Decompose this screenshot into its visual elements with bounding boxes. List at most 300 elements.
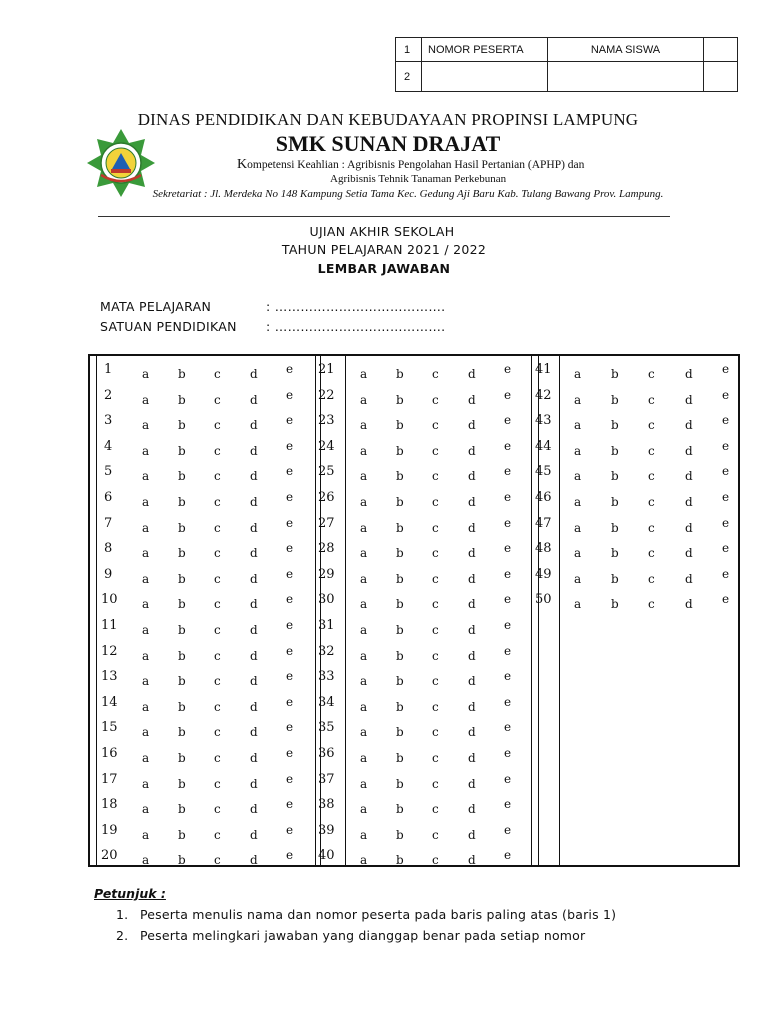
answer-option-c[interactable]: c — [432, 597, 439, 612]
question-number: 17 — [101, 771, 118, 787]
answer-option-d[interactable]: d — [685, 520, 693, 535]
answer-option-b[interactable]: b — [178, 623, 186, 637]
answer-option-b[interactable]: b — [396, 546, 404, 561]
answer-option-e[interactable]: e — [504, 566, 512, 581]
answer-option-d[interactable]: d — [250, 546, 258, 561]
answer-option-e[interactable]: e — [286, 362, 294, 376]
answer-option-b[interactable]: b — [178, 827, 186, 842]
answer-option-d[interactable]: d — [250, 776, 258, 791]
nama-siswa-field[interactable] — [548, 62, 704, 92]
answer-option-e[interactable]: e — [722, 592, 730, 607]
answer-option-c[interactable]: c — [214, 418, 221, 433]
answer-option-e[interactable]: e — [286, 566, 294, 581]
answer-option-a[interactable]: a — [142, 776, 150, 791]
answer-option-d[interactable]: d — [468, 751, 476, 765]
answer-option-e[interactable]: e — [504, 694, 512, 709]
answer-option-a[interactable]: a — [360, 418, 368, 433]
answer-option-d[interactable]: d — [468, 571, 476, 586]
answer-option-e[interactable]: e — [722, 362, 730, 376]
answer-option-a[interactable]: a — [142, 802, 150, 817]
answer-grid — [88, 354, 740, 867]
answer-option-b[interactable]: b — [178, 776, 186, 791]
instruction-item — [116, 928, 585, 943]
answer-option-b[interactable]: b — [611, 469, 619, 484]
question-number: 36 — [318, 746, 335, 761]
answer-option-a[interactable]: a — [360, 725, 368, 740]
answer-option-b[interactable]: b — [396, 520, 404, 535]
question-number: 43 — [535, 413, 552, 429]
competency-text: ompetensi Keahlian : Agribisnis Pengolahan Hasil Pertanian (APHP) dan — [247, 159, 585, 171]
answer-option-d[interactable]: d — [250, 469, 258, 484]
answer-option-c[interactable]: c — [432, 443, 439, 458]
answer-option-c[interactable]: c — [648, 495, 655, 509]
answer-option-d[interactable]: d — [685, 443, 693, 458]
answer-option-a[interactable]: a — [574, 597, 582, 612]
question-number: 16 — [101, 746, 118, 761]
instructions-title: Petunjuk : — [94, 886, 166, 901]
answer-option-b[interactable]: b — [611, 443, 619, 458]
answer-option-a[interactable]: a — [142, 367, 150, 381]
answer-option-c[interactable]: c — [648, 597, 655, 612]
answer-option-c[interactable]: c — [214, 751, 221, 765]
instruction-text: Peserta melingkari jawaban yang dianggap benar pada setiap nomor — [140, 928, 586, 943]
answer-option-a[interactable]: a — [360, 699, 368, 714]
answer-option-a[interactable]: a — [142, 443, 150, 458]
answer-option-d[interactable]: d — [250, 623, 258, 637]
answer-option-b[interactable]: b — [178, 546, 186, 561]
answer-option-c[interactable]: c — [432, 751, 439, 765]
answer-option-e[interactable]: e — [504, 362, 512, 376]
answer-option-e[interactable]: e — [286, 771, 294, 786]
answer-option-b[interactable]: b — [178, 674, 186, 689]
question-number: 8 — [104, 541, 113, 557]
answer-option-c[interactable]: c — [432, 546, 439, 561]
answer-option-a[interactable]: a — [142, 674, 150, 689]
answer-option-a[interactable]: a — [360, 495, 368, 509]
answer-option-c[interactable]: c — [214, 469, 221, 484]
answer-option-e[interactable]: e — [286, 413, 294, 428]
answer-option-a[interactable]: a — [360, 751, 368, 765]
answer-option-c[interactable]: c — [648, 571, 655, 586]
answer-option-b[interactable]: b — [396, 597, 404, 612]
answer-option-e[interactable]: e — [504, 669, 512, 684]
answer-option-e[interactable]: e — [286, 822, 294, 837]
answer-option-d[interactable]: d — [250, 751, 258, 765]
question-number: 10 — [101, 592, 118, 608]
answer-option-d[interactable]: d — [685, 367, 693, 381]
answer-option-d[interactable]: d — [468, 699, 476, 714]
answer-option-e[interactable]: e — [504, 618, 512, 632]
answer-option-d[interactable]: d — [250, 725, 258, 740]
answer-option-e[interactable]: e — [504, 771, 512, 786]
grid-divider — [531, 356, 532, 865]
answer-option-b[interactable]: b — [178, 725, 186, 740]
answer-option-a[interactable]: a — [360, 802, 368, 817]
answer-option-d[interactable]: d — [468, 367, 476, 381]
answer-option-a[interactable]: a — [142, 623, 150, 637]
answer-option-c[interactable]: c — [432, 674, 439, 689]
answer-option-c[interactable]: c — [432, 392, 439, 407]
answer-option-c[interactable]: c — [214, 367, 221, 381]
answer-option-b[interactable]: b — [396, 443, 404, 458]
answer-option-e[interactable]: e — [286, 438, 294, 453]
answer-option-e[interactable]: e — [286, 720, 294, 735]
question-number: 46 — [535, 490, 552, 505]
answer-option-b[interactable]: b — [396, 623, 404, 637]
answer-option-c[interactable]: c — [214, 571, 221, 586]
answer-option-d[interactable]: d — [250, 443, 258, 458]
grid-divider — [345, 356, 346, 865]
answer-option-d[interactable]: d — [468, 392, 476, 407]
answer-option-a[interactable]: a — [360, 648, 368, 663]
answer-option-e[interactable]: e — [286, 643, 294, 658]
answer-option-b[interactable]: b — [396, 802, 404, 817]
academic-year: TAHUN PELAJARAN 2021 / 2022 — [281, 242, 487, 257]
answer-option-a[interactable]: a — [360, 520, 368, 535]
answer-option-e[interactable]: e — [504, 387, 512, 402]
answer-option-e[interactable]: e — [504, 822, 512, 837]
answer-option-a[interactable]: a — [574, 495, 582, 509]
answer-option-c[interactable]: c — [432, 648, 439, 663]
answer-option-b[interactable]: b — [396, 367, 404, 381]
question-number: 40 — [318, 848, 335, 864]
answer-option-c[interactable]: c — [214, 776, 221, 791]
answer-option-e[interactable]: e — [504, 797, 512, 812]
answer-option-d[interactable]: d — [468, 418, 476, 433]
answer-option-c[interactable]: c — [648, 520, 655, 535]
answer-option-b[interactable]: b — [178, 495, 186, 509]
answer-option-b[interactable]: b — [178, 520, 186, 535]
question-number: 30 — [318, 592, 335, 608]
answer-option-c[interactable]: c — [214, 699, 221, 714]
answer-option-e[interactable]: e — [504, 515, 512, 530]
answer-option-c[interactable]: c — [432, 623, 439, 637]
answer-option-a[interactable]: a — [142, 571, 150, 586]
answer-option-c[interactable]: c — [214, 546, 221, 561]
answer-option-d[interactable]: d — [468, 853, 476, 868]
exam-title: UJIAN AKHIR SEKOLAH — [309, 224, 455, 239]
answer-option-e[interactable]: e — [286, 515, 294, 530]
answer-option-a[interactable]: a — [360, 546, 368, 561]
answer-option-b[interactable]: b — [611, 392, 619, 407]
answer-option-d[interactable]: d — [468, 648, 476, 663]
answer-option-e[interactable]: e — [722, 566, 730, 581]
answer-option-b[interactable]: b — [178, 597, 186, 612]
answer-option-a[interactable]: a — [142, 827, 150, 842]
answer-option-b[interactable]: b — [178, 469, 186, 484]
answer-option-d[interactable]: d — [250, 392, 258, 407]
answer-option-b[interactable]: b — [396, 392, 404, 407]
answer-option-c[interactable]: c — [432, 853, 439, 868]
answer-option-e[interactable]: e — [504, 541, 512, 556]
answer-option-b[interactable]: b — [396, 418, 404, 433]
answer-option-a[interactable]: a — [142, 546, 150, 561]
answer-option-b[interactable]: b — [396, 776, 404, 791]
answer-option-e[interactable]: e — [504, 490, 512, 504]
extra-cell — [704, 38, 738, 62]
answer-option-b[interactable]: b — [178, 853, 186, 868]
answer-option-d[interactable]: d — [468, 725, 476, 740]
school-unit-field — [100, 319, 445, 334]
secretariat-address: Sekretariat : Jl. Merdeka No 148 Kampung Setia Tama Kec. Gedung Aji Baru Kab. Tulang Bawang Prov. Lampung. — [152, 188, 664, 200]
row-number: 2 — [396, 62, 422, 92]
answer-option-c[interactable]: c — [432, 699, 439, 714]
answer-option-a[interactable]: a — [574, 571, 582, 586]
answer-option-a[interactable]: a — [142, 725, 150, 740]
answer-option-b[interactable]: b — [396, 648, 404, 663]
question-number: 35 — [318, 720, 335, 736]
answer-option-b[interactable]: b — [396, 827, 404, 842]
answer-option-a[interactable]: a — [574, 443, 582, 458]
answer-option-d[interactable]: d — [468, 546, 476, 561]
answer-option-a[interactable]: a — [360, 674, 368, 689]
row-number: 1 — [396, 38, 422, 62]
subject-field — [100, 299, 445, 314]
answer-option-c[interactable]: c — [648, 443, 655, 458]
question-number: 13 — [101, 669, 118, 685]
answer-option-d[interactable]: d — [250, 520, 258, 535]
answer-option-c[interactable]: c — [432, 469, 439, 484]
answer-option-b[interactable]: b — [396, 725, 404, 740]
answer-option-d[interactable]: d — [468, 469, 476, 484]
answer-option-e[interactable]: e — [286, 387, 294, 402]
question-number: 14 — [101, 694, 118, 710]
subject-label: MATA PELAJARAN — [100, 299, 212, 314]
answer-option-c[interactable]: c — [214, 520, 221, 535]
answer-option-d[interactable]: d — [685, 418, 693, 433]
question-number: 5 — [104, 464, 113, 480]
answer-option-b[interactable]: b — [178, 802, 186, 817]
answer-option-d[interactable]: d — [250, 597, 258, 612]
answer-option-d[interactable]: d — [468, 623, 476, 637]
answer-option-c[interactable]: c — [432, 802, 439, 817]
answer-option-a[interactable]: a — [360, 853, 368, 868]
answer-option-e[interactable]: e — [286, 490, 294, 504]
answer-option-d[interactable]: d — [250, 495, 258, 509]
answer-option-a[interactable]: a — [360, 443, 368, 458]
answer-option-c[interactable]: c — [432, 776, 439, 791]
answer-option-c[interactable]: c — [432, 495, 439, 509]
answer-option-c[interactable]: c — [214, 623, 221, 637]
answer-option-a[interactable]: a — [142, 469, 150, 484]
answer-option-b[interactable]: b — [611, 418, 619, 433]
answer-option-a[interactable]: a — [360, 597, 368, 612]
answer-option-d[interactable]: d — [468, 674, 476, 689]
question-number: 34 — [318, 694, 335, 710]
answer-option-d[interactable]: d — [468, 827, 476, 842]
answer-option-a[interactable]: a — [142, 597, 150, 612]
answer-option-c[interactable]: c — [214, 725, 221, 740]
question-number: 25 — [318, 464, 335, 480]
answer-option-d[interactable]: d — [468, 520, 476, 535]
answer-option-d[interactable]: d — [250, 571, 258, 586]
answer-option-c[interactable]: c — [648, 546, 655, 561]
answer-option-c[interactable]: c — [432, 827, 439, 842]
answer-option-e[interactable]: e — [504, 464, 512, 479]
answer-option-b[interactable]: b — [396, 674, 404, 689]
answer-option-d[interactable]: d — [685, 571, 693, 586]
question-number: 20 — [101, 848, 118, 864]
answer-option-a[interactable]: a — [142, 495, 150, 509]
answer-option-d[interactable]: d — [685, 546, 693, 561]
answer-option-a[interactable]: a — [360, 469, 368, 484]
answer-option-a[interactable]: a — [574, 469, 582, 484]
answer-option-a[interactable]: a — [142, 392, 150, 407]
answer-option-e[interactable]: e — [722, 490, 730, 504]
answer-option-b[interactable]: b — [396, 699, 404, 714]
answer-option-c[interactable]: c — [214, 802, 221, 817]
answer-option-e[interactable]: e — [286, 592, 294, 607]
answer-option-e[interactable]: e — [286, 797, 294, 812]
answer-option-e[interactable]: e — [504, 720, 512, 735]
answer-option-b[interactable]: b — [396, 495, 404, 509]
answer-option-e[interactable]: e — [722, 515, 730, 530]
answer-option-b[interactable]: b — [178, 367, 186, 381]
answer-option-a[interactable]: a — [142, 418, 150, 433]
answer-option-b[interactable]: b — [178, 418, 186, 433]
answer-option-c[interactable]: c — [648, 469, 655, 484]
answer-option-e[interactable]: e — [286, 848, 294, 863]
answer-option-b[interactable]: b — [178, 392, 186, 407]
answer-option-e[interactable]: e — [504, 592, 512, 607]
answer-option-c[interactable]: c — [214, 495, 221, 509]
answer-option-d[interactable]: d — [250, 699, 258, 714]
answer-option-e[interactable]: e — [286, 618, 294, 632]
answer-option-c[interactable]: c — [214, 853, 221, 868]
answer-option-b[interactable]: b — [396, 751, 404, 765]
answer-option-a[interactable]: a — [360, 392, 368, 407]
answer-option-b[interactable]: b — [178, 751, 186, 765]
participant-row-2 — [396, 62, 738, 92]
answer-option-d[interactable]: d — [250, 367, 258, 381]
answer-option-c[interactable]: c — [432, 725, 439, 740]
question-number: 15 — [101, 720, 118, 736]
answer-option-e[interactable]: e — [504, 746, 512, 760]
instruction-item — [116, 907, 616, 922]
answer-option-e[interactable]: e — [722, 387, 730, 402]
answer-option-e[interactable]: e — [722, 464, 730, 479]
answer-option-d[interactable]: d — [685, 597, 693, 612]
answer-option-d[interactable]: d — [468, 443, 476, 458]
school-unit-value[interactable]: : …………………………………. — [266, 319, 446, 334]
answer-option-d[interactable]: d — [468, 776, 476, 791]
answer-option-e[interactable]: e — [286, 464, 294, 479]
answer-option-d[interactable]: d — [685, 392, 693, 407]
nama-siswa-header: NAMA SISWA — [548, 38, 704, 62]
answer-option-d[interactable]: d — [250, 674, 258, 689]
answer-option-c[interactable]: c — [214, 827, 221, 842]
answer-option-a[interactable]: a — [574, 367, 582, 381]
competency-line — [237, 157, 584, 173]
answer-option-b[interactable]: b — [178, 571, 186, 586]
answer-option-e[interactable]: e — [504, 438, 512, 453]
answer-option-b[interactable]: b — [611, 546, 619, 561]
answer-option-e[interactable]: e — [504, 413, 512, 428]
question-number: 32 — [318, 643, 335, 659]
answer-option-a[interactable]: a — [142, 853, 150, 868]
answer-option-c[interactable]: c — [432, 520, 439, 535]
answer-option-b[interactable]: b — [611, 571, 619, 586]
answer-option-c[interactable]: c — [214, 443, 221, 458]
answer-option-e[interactable]: e — [286, 541, 294, 556]
subject-value[interactable]: : …………………………………. — [266, 299, 446, 314]
answer-option-a[interactable]: a — [574, 546, 582, 561]
answer-option-d[interactable]: d — [250, 802, 258, 817]
answer-option-c[interactable]: c — [214, 597, 221, 612]
answer-option-b[interactable]: b — [396, 853, 404, 868]
grid-divider — [538, 356, 539, 865]
answer-option-a[interactable]: a — [574, 418, 582, 433]
question-number: 44 — [535, 438, 552, 454]
question-number: 28 — [318, 541, 335, 557]
extra-cell — [704, 62, 738, 92]
answer-option-d[interactable]: d — [685, 469, 693, 484]
competency-line-2: Agribisnis Tehnik Tanaman Perkebunan — [330, 173, 507, 185]
answer-option-a[interactable]: a — [142, 520, 150, 535]
answer-option-e[interactable]: e — [286, 746, 294, 760]
answer-option-b[interactable]: b — [178, 699, 186, 714]
answer-option-b[interactable]: b — [611, 495, 619, 509]
answer-option-c[interactable]: c — [214, 674, 221, 689]
answer-option-c[interactable]: c — [214, 648, 221, 663]
answer-option-a[interactable]: a — [142, 699, 150, 714]
answer-option-b[interactable]: b — [178, 648, 186, 663]
answer-option-d[interactable]: d — [685, 495, 693, 509]
answer-option-e[interactable]: e — [722, 413, 730, 428]
question-number: 2 — [104, 387, 113, 403]
answer-option-b[interactable]: b — [178, 443, 186, 458]
answer-option-d[interactable]: d — [468, 802, 476, 817]
answer-option-d[interactable]: d — [250, 827, 258, 842]
answer-option-c[interactable]: c — [214, 392, 221, 407]
answer-option-e[interactable]: e — [722, 541, 730, 556]
nomor-peserta-field[interactable] — [422, 62, 548, 92]
answer-option-a[interactable]: a — [142, 648, 150, 663]
answer-option-d[interactable]: d — [250, 418, 258, 433]
answer-option-d[interactable]: d — [468, 495, 476, 509]
question-number: 47 — [535, 515, 552, 531]
answer-option-a[interactable]: a — [360, 776, 368, 791]
answer-option-e[interactable]: e — [286, 694, 294, 709]
answer-option-a[interactable]: a — [360, 571, 368, 586]
answer-option-b[interactable]: b — [396, 571, 404, 586]
answer-option-d[interactable]: d — [250, 853, 258, 868]
question-number: 12 — [101, 643, 118, 659]
answer-option-a[interactable]: a — [360, 367, 368, 381]
answer-option-a[interactable]: a — [142, 751, 150, 765]
answer-option-b[interactable]: b — [611, 520, 619, 535]
answer-option-b[interactable]: b — [611, 367, 619, 381]
answer-option-a[interactable]: a — [574, 520, 582, 535]
answer-option-c[interactable]: c — [432, 571, 439, 586]
answer-option-c[interactable]: c — [648, 392, 655, 407]
answer-option-a[interactable]: a — [360, 827, 368, 842]
answer-option-b[interactable]: b — [611, 597, 619, 612]
answer-option-a[interactable]: a — [360, 623, 368, 637]
answer-option-b[interactable]: b — [396, 469, 404, 484]
answer-option-a[interactable]: a — [574, 392, 582, 407]
answer-option-c[interactable]: c — [432, 367, 439, 381]
answer-option-d[interactable]: d — [468, 597, 476, 612]
answer-option-e[interactable]: e — [504, 643, 512, 658]
answer-option-e[interactable]: e — [504, 848, 512, 863]
answer-option-c[interactable]: c — [648, 367, 655, 381]
answer-option-e[interactable]: e — [722, 438, 730, 453]
answer-option-e[interactable]: e — [286, 669, 294, 684]
answer-option-d[interactable]: d — [250, 648, 258, 663]
answer-option-c[interactable]: c — [648, 418, 655, 433]
answer-option-c[interactable]: c — [432, 418, 439, 433]
